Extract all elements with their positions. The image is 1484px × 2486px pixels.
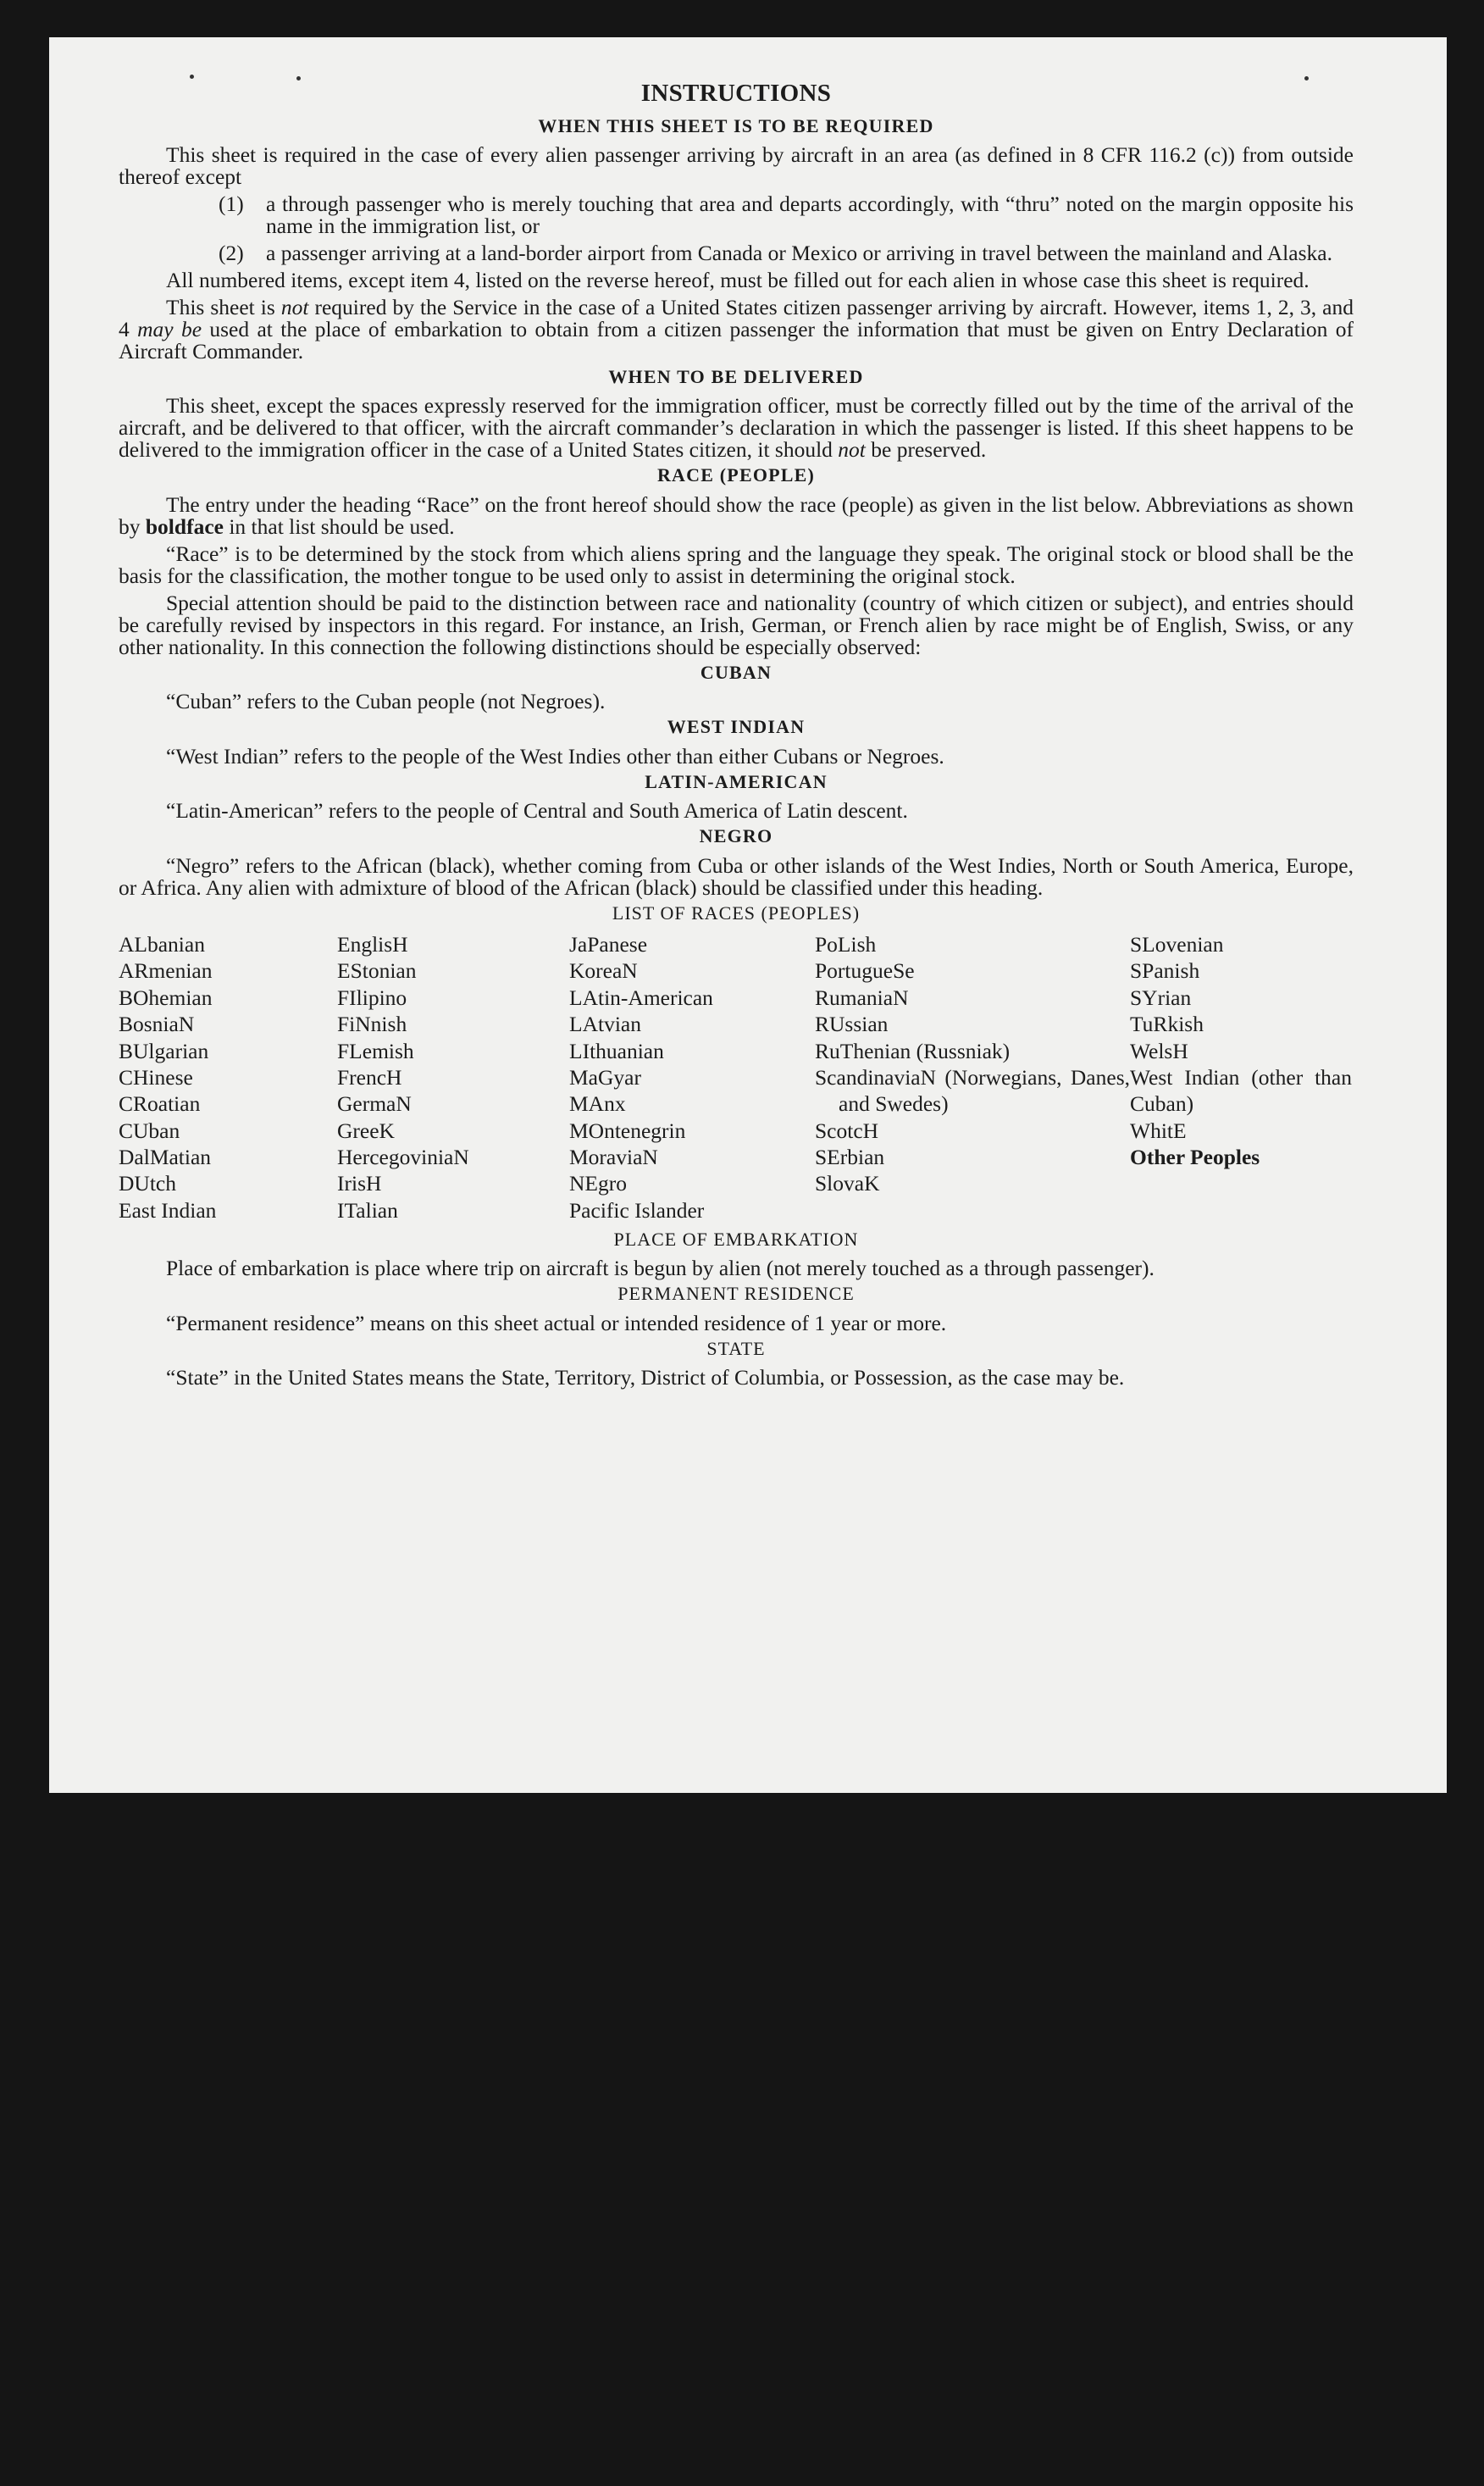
race-entry: IrisH [337,1171,382,1196]
race-entry: Pacific Islander [569,1197,705,1223]
text-run: used at the place of embarkation to obtain from a citizen passenger the information that must be given on Entry Declaration of Aircraft Commander. [119,317,1354,364]
race-entry: PortugueSe [815,958,915,984]
race-entry: BOhemian [119,985,213,1010]
exception-text: a through passenger who is merely touching that area and departs accordingly, with “thru” noted on the margin opposite his name in the immigration list, or [266,191,1354,239]
race-entry: CRoatian [119,1091,201,1117]
race-entry: NEgro [569,1171,627,1196]
heading-west-indian: WEST INDIAN [667,716,806,738]
heading-when-delivered: WHEN TO BE DELIVERED [608,366,864,388]
exception-number: (1) [219,191,244,217]
state-definition: “State” in the United States means the State, Territory, District of Columbia, or Possession, as the case may be. [166,1365,1125,1390]
race-entry: PoLish [815,932,877,957]
text-run: This sheet, except the spaces expressly reserved for the immigration officer, must be correctly filled out by the time of the arrival of the aircraft, and be delivered to that officer, with the aircraft commander’s declaration in which the passenger is listed. If this sheet happens to be delivered to the immigration officer in the case of a United States citizen, it should [119,393,1354,463]
race-entry: SlovaK [815,1171,880,1196]
race-paragraph-1 [119,491,1354,539]
race-entry: HercegoviniaN [337,1144,469,1169]
race-entry: SPanish [1130,958,1200,984]
race-entry: SLovenian [1130,932,1224,957]
race-entry: DUtch [119,1171,176,1196]
required-paragraph-1: This sheet is required in the case of every alien passenger arriving by aircraft in an area (as defined in 8 CFR 116.2 (c)) from outside thereof except [119,142,1354,190]
race-entry: LAtvian [569,1012,641,1037]
races-column-4 [815,931,1130,1224]
race-entry: MAnx [569,1091,626,1117]
italic-may-be: may be [137,317,202,342]
races-column-5 [1130,931,1352,1224]
race-entry: MoraviaN [569,1144,658,1169]
race-entry: West Indian (other than Cuban) [1130,1064,1352,1117]
race-entry: FIlipino [337,985,407,1010]
race-entry: ScotcH [815,1118,879,1143]
races-column-2 [337,931,569,1224]
race-entry: BosniaN [119,1012,195,1037]
races-column-3 [569,931,815,1224]
bold-boldface: boldface [145,513,224,539]
paper-speck [190,75,194,79]
paper-speck [1304,76,1309,80]
race-entry: SYrian [1130,985,1192,1010]
residence-definition: “Permanent residence” means on this sheet actual or intended residence of 1 year or more. [166,1310,947,1335]
race-paragraph-3: Special attention should be paid to the distinction between race and nationality (country of which citizen or subject), and entries should be carefully revised by inspectors in this regard. For instance, an Irish, German, or French alien by race might be of English, Swiss, or any other nationality. In this connection the following distinctions should be especially observed: [119,590,1354,659]
race-entry: ALbanian [119,932,205,957]
race-entry: EStonian [337,958,417,984]
race-entry: SErbian [815,1144,885,1169]
races-column-1 [119,931,337,1224]
required-paragraph-3 [119,297,1354,363]
race-entry: KoreaN [569,958,638,984]
italic-not: not [838,437,866,463]
race-entry: FrencH [337,1064,402,1090]
race-entry: GermaN [337,1091,412,1117]
heading-list-of-races: LIST OF RACES (PEOPLES) [612,902,861,924]
text-run: The entry under the heading “Race” on the front hereof should show the race (people) as given in the list below. Abbreviations as shown by [119,491,1354,539]
heading-when-required: WHEN THIS SHEET IS TO BE REQUIRED [538,114,934,136]
heading-place-of-embarkation: PLACE OF EMBARKATION [613,1229,859,1251]
heading-permanent-residence: PERMANENT RESIDENCE [617,1283,855,1305]
race-entry: RumaniaN [815,985,909,1010]
text-run: be preserved. [865,437,987,463]
race-entry: LIthuanian [569,1038,664,1063]
sheet-content [119,81,1354,1389]
race-entry: WelsH [1130,1038,1188,1063]
text-run: required by the Service in the case of a United States citizen passenger arriving by aircraft. However, items 1, 2, 3, and 4 [119,295,1354,342]
race-entry: DalMatian [119,1144,212,1169]
west-indian-definition: “West Indian” refers to the people of the West Indies other than either Cubans or Negroes. [166,743,944,769]
race-entry: ITalian [337,1197,398,1223]
race-paragraph-2: “Race” is to be determined by the stock from which aliens spring and the language they speak. The original stock or blood shall be the basis for the classification, the mother tongue to be used only to assist in determining the original stock. [119,541,1354,588]
required-paragraph-2: All numbered items, except item 4, listed on the reverse hereof, must be filled out for each alien in whose case this sheet is required. [166,268,1310,293]
heading-latin-american: LATIN-AMERICAN [645,770,828,792]
race-entry: RuThenian (Russniak) [815,1038,1011,1063]
paper-speck [296,76,301,80]
document-sheet [49,37,1447,1793]
race-entry: LAtin-American [569,985,713,1010]
race-entry: FLemish [337,1038,414,1063]
exception-number: (2) [219,241,244,266]
race-entry: GreeK [337,1118,395,1143]
embarkation-definition: Place of embarkation is place where trip on aircraft is begun by alien (not merely touched as a through passenger). [166,1256,1155,1281]
race-entry: MOntenegrin [569,1118,686,1143]
latin-american-definition: “Latin-American” refers to the people of Central and South America of Latin descent. [166,798,908,824]
races-list [119,931,1354,1224]
page-title: INSTRUCTIONS [640,80,832,107]
race-entry: East Indian [119,1197,217,1223]
race-entry: WhitE [1130,1118,1187,1143]
heading-state: STATE [706,1337,766,1359]
race-entry: Other Peoples [1130,1144,1260,1169]
delivered-paragraph [119,395,1354,461]
race-entry: BUlgarian [119,1038,209,1063]
race-entry: ARmenian [119,958,213,984]
race-entry: EnglisH [337,932,408,957]
text-run: This sheet is [166,295,281,320]
heading-cuban: CUBAN [700,661,772,683]
heading-negro: NEGRO [699,825,773,847]
cuban-definition: “Cuban” refers to the Cuban people (not Negroes). [166,689,606,714]
race-entry: ScandinaviaN (Norwegians, Danes, and Swedes) [815,1064,1130,1117]
exception-text: a passenger arriving at a land-border airport from Canada or Mexico or arriving in travel between the mainland and Alaska. [266,241,1332,266]
italic-not: not [280,295,309,320]
race-entry: JaPanese [569,932,648,957]
race-entry: FiNnish [337,1012,407,1037]
race-entry: CUban [119,1118,180,1143]
heading-race: RACE (PEOPLE) [656,464,816,486]
exception-item-1 [119,193,1354,237]
exception-item-2 [119,242,1354,264]
race-entry: CHinese [119,1064,193,1090]
race-entry: RUssian [815,1012,889,1037]
negro-definition: “Negro” refers to the African (black), whether coming from Cuba or other islands of the West Indies, North or South America, Europe, or Africa. Any alien with admixture of blood of the African (black) should be classified under this heading. [119,852,1354,900]
text-run: in that list should be used. [223,513,455,539]
race-entry: MaGyar [569,1064,641,1090]
race-entry: TuRkish [1130,1012,1204,1037]
